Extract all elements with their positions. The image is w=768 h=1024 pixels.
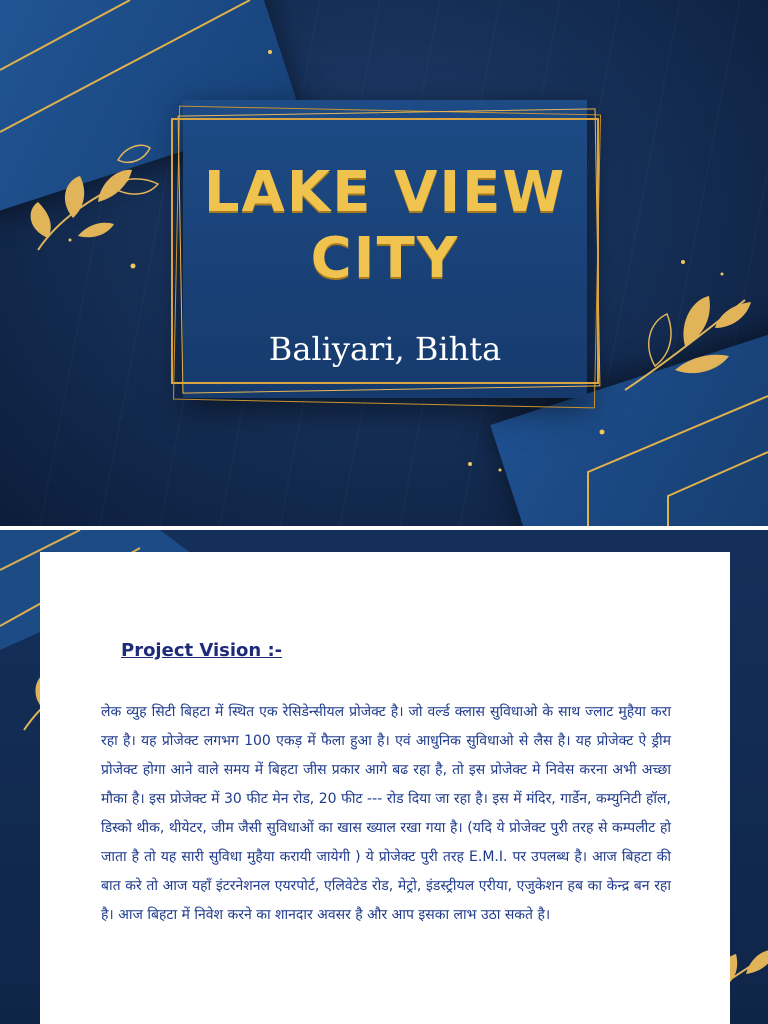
- cover-title-line-2: CITY: [310, 226, 460, 291]
- body-paragraph: लेक व्युह सिटी बिहटा में स्थित एक रेसिडेन्सीयल प्रोजेक्ट है। जो वर्ल्ड क्लास सुविधाओ के साथ ज्लाट मुहैया करा रहा है। यह प्रोजेक्ट लगभग 100 एकड़ में फैला हुआ है। एवं आधुनिक सुविधाओ से लैस है। यह प्रोजेक्ट ऐ ड्रीम प्रोजेक्ट होगा आने वाले समय में बिहटा जीस प्रकार आगे बढ रहा है, तो इस प्रोजेक्ट मे निवेस करना अभी अच्छा मौका है। इस प्रोजेक्ट में 30 फीट मेन रोड, 20 फीट --- रोड दिया जा रहा है। इस में मंदिर, गार्डेन, कम्युनिटी हॉल, डिस्को थीक, थीयेटर, जीम जैसी सुविधाओं का खास ख्याल रखा गया है। (यदि ये प्रोजेक्ट पुरी तरह से कम्पलीट हो जाता है तो यह सारी सुविधा मुहैया करायी जायेगी ) ये प्रोजेक्ट पुरी तरह E.M.I. पर उपलब्ध है। आज बिहटा की बात करे तो आज यहाँ इंटरनेशनल एयरपोर्ट, एलिवेटेड रोड, मेट्रो, इंडस्ट्रीयल एरीया, एजुकेशन हब का केन्द्र बन रहा है। आज बिहटा में निवेश करने का शानदार अवसर है और आप इसका लाभ उठा सकते है।: [101, 704, 671, 923]
- cover-title-line-1: LAKE VIEW: [203, 160, 567, 225]
- cover-title: [183, 160, 587, 292]
- content-page: [40, 552, 730, 1024]
- cover-subtitle: Baliyari, Bihta: [268, 330, 502, 368]
- section-heading: Project Vision :-: [121, 640, 283, 661]
